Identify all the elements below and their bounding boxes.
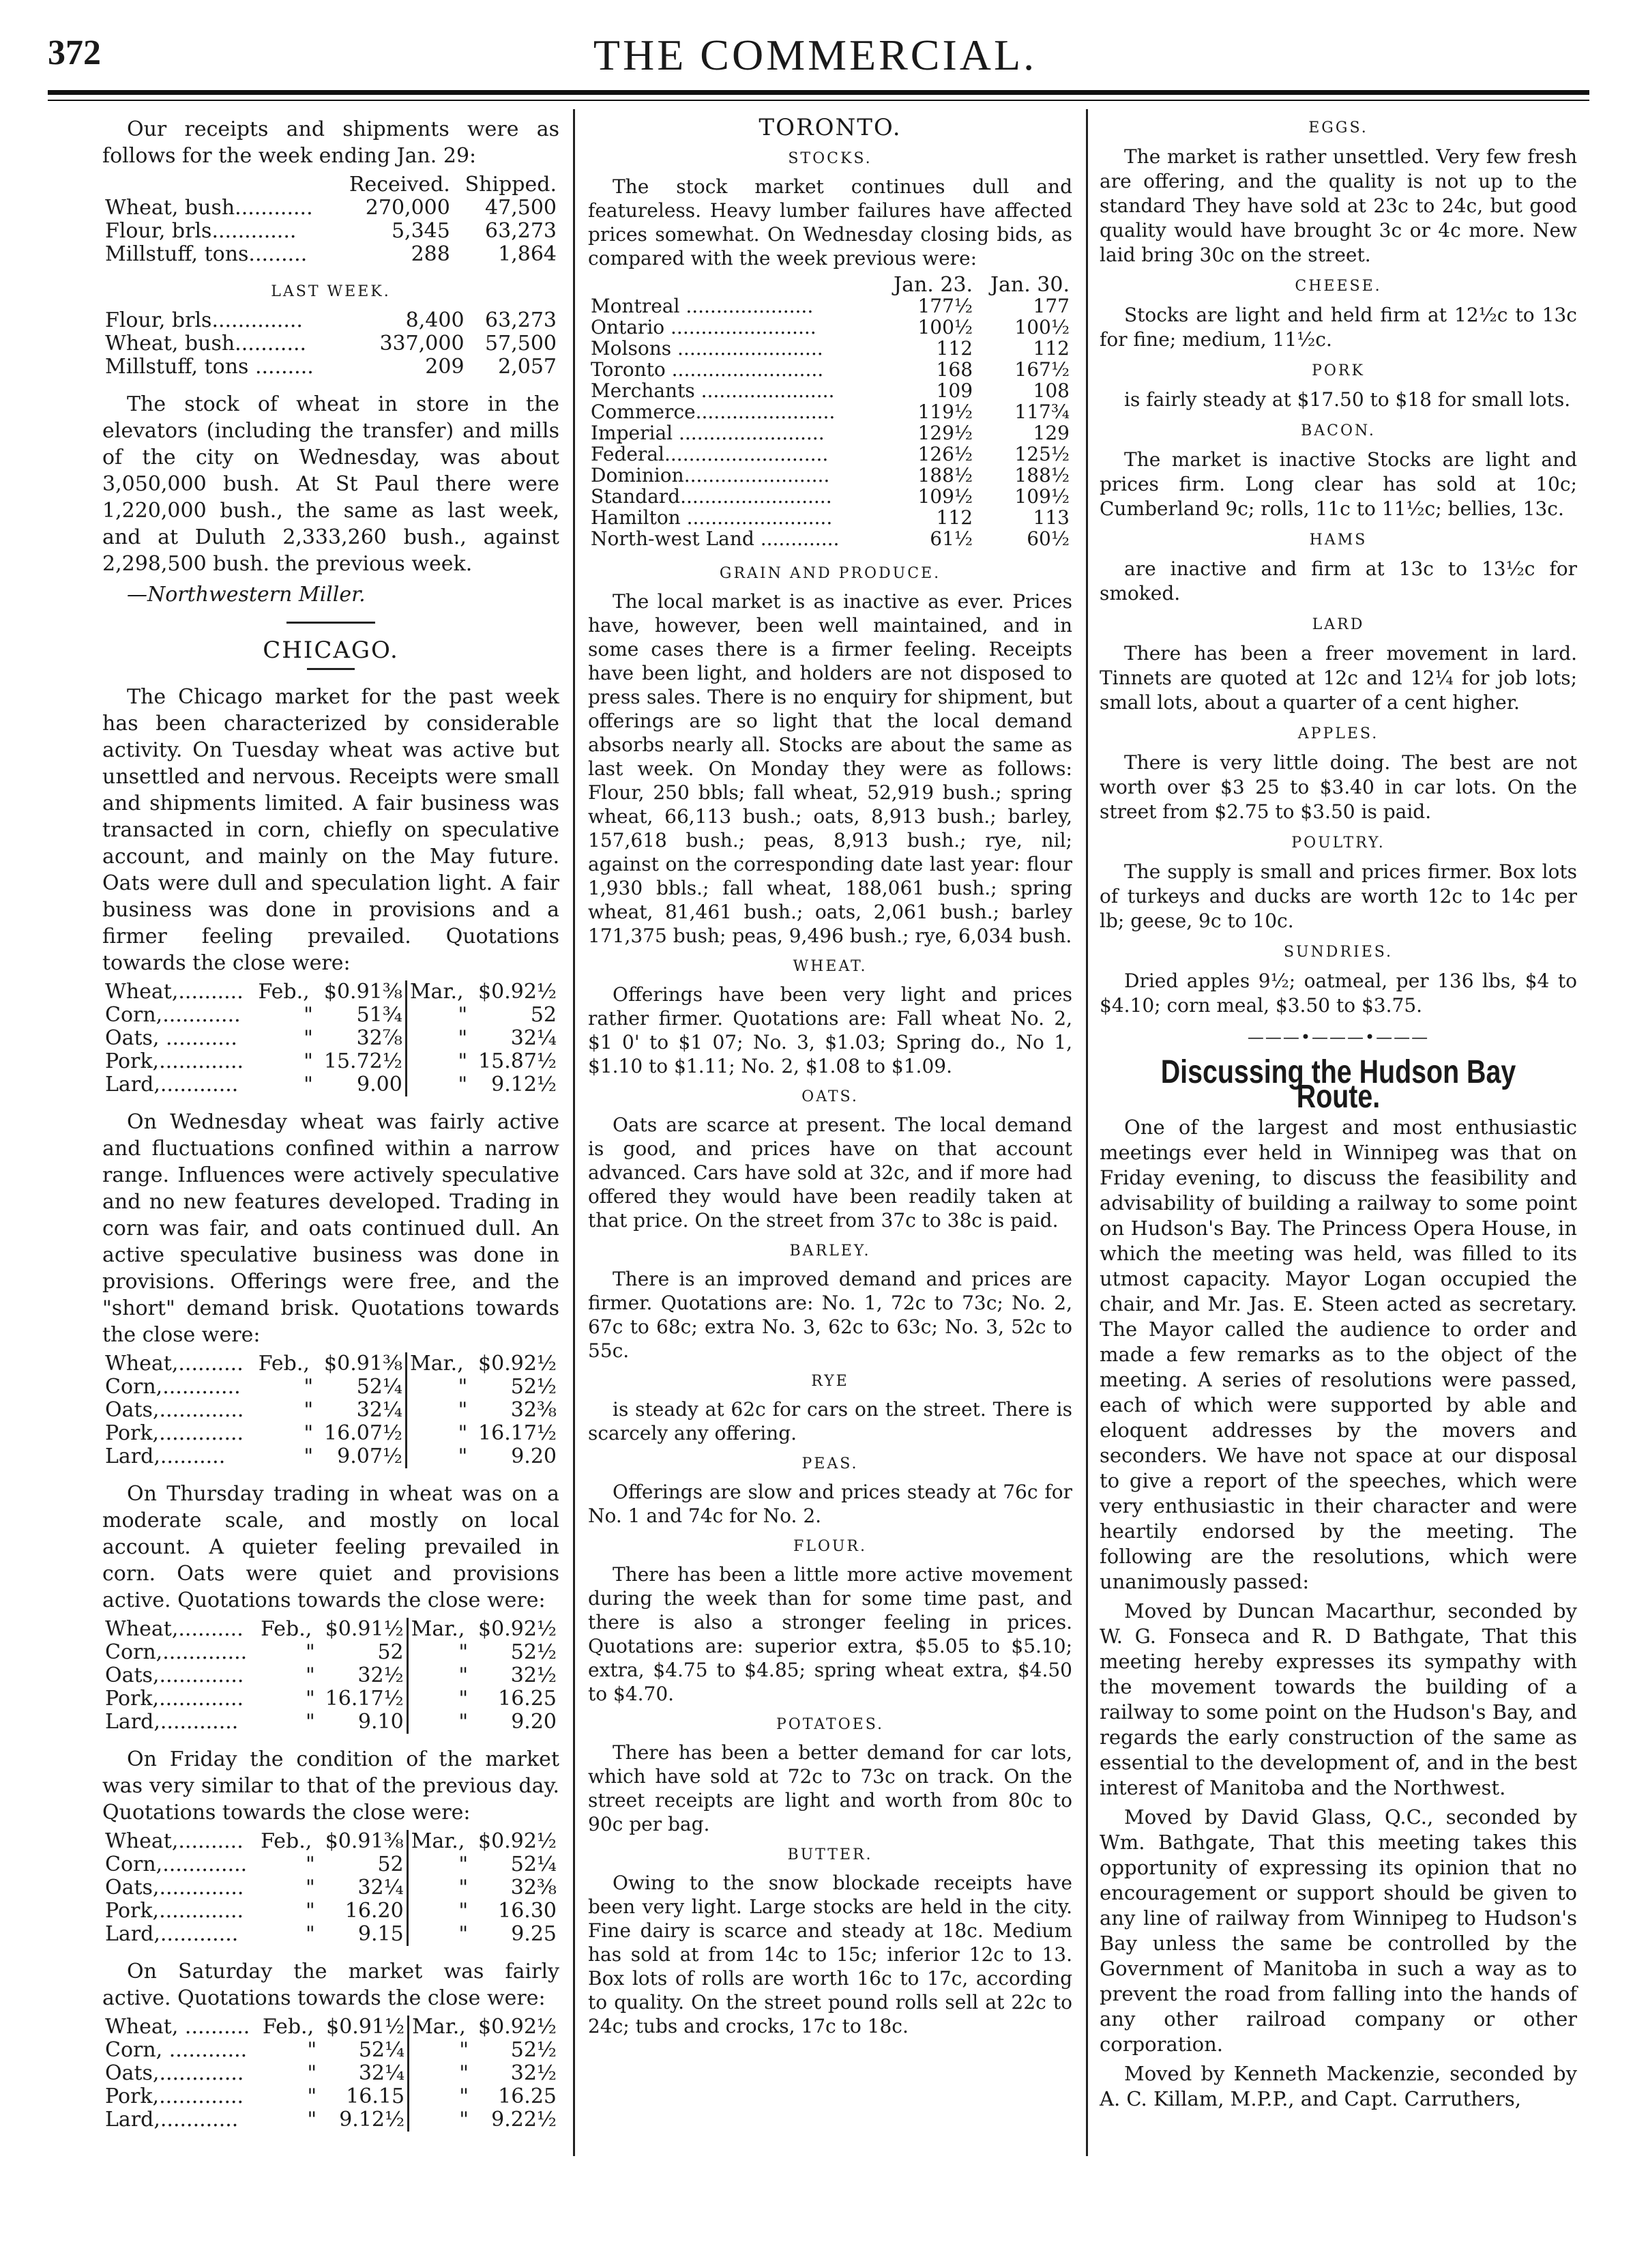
- column-divider-1: [573, 109, 575, 2156]
- poultry-paragraph: The supply is small and prices firmer. Box lots of turkeys and ducks are worth 12c to 14c per lb; geese, 9c to 10c.: [1100, 860, 1577, 932]
- table-row: Corn,............. " 52 " 52½: [105, 1640, 557, 1664]
- masthead: [41, 27, 1589, 96]
- table-row: Commerce....................... 119½ 117¾: [591, 401, 1070, 423]
- table-row: Hamilton ........................ 112 113: [591, 506, 1070, 529]
- ornament-divider: ———•———•———: [1247, 1028, 1430, 1047]
- barley-paragraph: There is an improved demand and prices are firmer. Quotations are: No. 1, 72c to 73c; No. 2, 67c to 68c; extra No. 3, 62c to 63c; No. 3, 52c to 55c.: [588, 1268, 1072, 1362]
- table-row: Toronto ......................... 168 167½: [591, 358, 1070, 381]
- table-row: Flour, brls.............. 8,400 63,273: [105, 308, 557, 332]
- rye-paragraph: is steady at 62c for cars on the street. There is scarcely any offering.: [588, 1398, 1072, 1444]
- table-row: Pork,............. " 16.20 " 16.30: [105, 1899, 557, 1923]
- table-row: Wheat, .......... Feb., $0.91½ Mar., $0.92½: [105, 2015, 557, 2039]
- table-row: Wheat,.......... Feb., $0.91⅜ Mar., $0.92½: [105, 1352, 557, 1376]
- receipts-table-header: [102, 173, 559, 197]
- peas-paragraph: Offerings are slow and prices steady at 76c for No. 1 and 74c for No. 2.: [588, 1481, 1072, 1527]
- chicago-friday-paragraph: On Friday the condition of the market was very similar to that of the previous day. Quotations towards the close were:: [102, 1747, 559, 1824]
- rye-heading: RYE: [811, 1373, 849, 1390]
- pork-paragraph: is fairly steady at $17.50 to $18 for small lots.: [1124, 388, 1571, 411]
- table-row: Pork,............. " 16.15 " 16.25: [105, 2084, 557, 2108]
- table-row: Standard......................... 109½ 109½: [591, 485, 1070, 508]
- table-row: Oats, ........... " 32⅞ " 32¼: [105, 1026, 557, 1050]
- col-head-shipped: Shipped.: [465, 173, 557, 197]
- pork-heading: PORK: [1312, 362, 1365, 379]
- butter-heading: BUTTER.: [787, 1846, 873, 1863]
- table-row: North-west Land ............. 61½ 60½: [591, 527, 1070, 550]
- stocks-paragraph: The stock market continues dull and featureless. Heavy lumber failures have affected prices somewhat. On Wednesday closing bids, as compared with the week previous were:: [588, 175, 1072, 270]
- column-1: [102, 116, 559, 2144]
- cheese-heading: CHEESE.: [1295, 278, 1382, 295]
- lard-heading: LARD: [1312, 616, 1365, 633]
- table-row: Wheat,.......... Feb., $0.91⅜ Mar., $0.92½: [105, 980, 557, 1004]
- table-row: Lard,............ " 9.12½ " 9.22½: [105, 2108, 557, 2132]
- barley-heading: BARLEY.: [789, 1242, 871, 1260]
- last-week-table: [102, 309, 559, 379]
- table-row: Lard,............ " 9.10 " 9.20: [105, 1710, 557, 1734]
- table-row: Wheat, bush............ 270,000 47,500: [105, 196, 557, 220]
- chicago-wednesday-paragraph: On Wednesday wheat was fairly active and fluctuations confined within a narrow range. Influences were actively speculative and no new features developed. Trading in corn was fair, and oats continued dull. An active speculative business was done in provisions. Offerings were free, and the "short" demand brisk. Quotations towards the close were:: [102, 1110, 559, 1347]
- table-row: Wheat,.......... Feb., $0.91⅜ Mar., $0.92½: [105, 1829, 557, 1853]
- table-row: Ontario ........................ 100½ 100½: [591, 316, 1070, 338]
- quotations-table-friday: [102, 1830, 559, 1946]
- quotations-table-wednesday: [102, 1352, 559, 1468]
- table-row: Lard,............ " 9.00 " 9.12½: [105, 1073, 557, 1096]
- table-row: Montreal ..................... 177½ 177: [591, 295, 1070, 317]
- col-head-received: Received.: [349, 173, 450, 197]
- chicago-saturday-paragraph: On Saturday the market was fairly active. Quotations towards the close were:: [102, 1960, 559, 2010]
- bacon-heading: BACON.: [1301, 422, 1376, 439]
- flour-paragraph: There has been a little more active movement during the week than for some time past, and there is also a stronger feeling in prices. Quotations are: superior extra, $5.05 to $5.10; extra, $4.75 to $4.85; spring wheat extra, $4.50 to $4.70.: [588, 1563, 1072, 1705]
- stocks-table-header: Jan. 23. Jan. 30.: [894, 273, 1070, 297]
- apples-paragraph: There is very little doing. The best are not worth over $3 25 to $3.40 in car lots. On the street from $2.75 to $3.50 is paid.: [1100, 751, 1577, 823]
- table-row: Merchants ...................... 109 108: [591, 379, 1070, 402]
- column-3: [1100, 116, 1577, 2116]
- apples-heading: APPLES.: [1297, 725, 1379, 742]
- table-row: Flour, brls............. 5,345 63,273: [105, 219, 557, 243]
- chicago-tuesday-paragraph: The Chicago market for the past week has been characterized by considerable activity. On Tuesday wheat was active but unsettled and nervous. Receipts were small and shipments limited. A fair business was transacted in corn, chiefly on speculative account, and mainly on the May future. Oats were dull and speculation light. A fair business was done in provisions and a firmer feeling prevailed. Quotations towards the close were:: [102, 685, 559, 975]
- table-row: Millstuff, tons ......... 209 2,057: [105, 355, 557, 379]
- table-row: Wheat, bush........... 337,000 57,500: [105, 332, 557, 355]
- poultry-heading: POULTRY.: [1291, 834, 1385, 852]
- eggs-paragraph: The market is rather unsettled. Very few fresh are offering, and the quality is not up to the standard They have sold at 23c to 24c, but good quality would have brought 3c or 4c more. New laid bring 30c on the street.: [1100, 145, 1577, 266]
- quotations-table-thursday: [102, 1618, 559, 1734]
- table-row: Federal........................... 126½ 125½: [591, 443, 1070, 465]
- sundries-paragraph: Dried apples 9½; oatmeal, per 136 lbs, $4 to $4.10; corn meal, $3.50 to $3.75.: [1100, 970, 1577, 1017]
- table-row: Oats,............. " 32¼ " 32⅜: [105, 1876, 557, 1900]
- header-rule-thick: [48, 90, 1589, 95]
- table-row: Corn, ............ " 52¼ " 52½: [105, 2038, 557, 2062]
- column-2: [588, 116, 1072, 2042]
- table-row: Lard,............ " 9.15 " 9.25: [105, 1922, 557, 1946]
- oats-paragraph: Oats are scarce at present. The local demand is good, and prices have on that account advanced. Cars have sold at 32c, and if more had offered they would have been readily taken at that price. On the street from 37c to 38c is paid.: [588, 1114, 1072, 1232]
- stocks-heading: STOCKS.: [788, 150, 872, 167]
- oats-heading: OATS.: [801, 1088, 859, 1105]
- hudson-bay-paragraph-3: Moved by David Glass, Q.C., seconded by Wm. Bathgate, That this meeting takes this opportunity of expressing its opinion that no encouragement or support should be given to any line of railway from Winnipeg to Hudson's Bay unless the same be controlled by the Government of Manitoba in such a way as to prevent the road from falling into the hands of any other railroad company or other corporation.: [1100, 1805, 1577, 2056]
- toronto-heading: TORONTO.: [759, 114, 902, 141]
- elevator-stock-paragraph: The stock of wheat in store in the elevators (including the transfer) and mills of the city on Wednesday, was about 3,050,000 bush. At St Paul there were 1,220,000 bush., the same as last week, and at Duluth 2,333,260 bush., against 2,298,500 bush. the previous week.: [102, 392, 559, 576]
- wheat-paragraph: Offerings have been very light and prices rather firmer. Quotations are: Fall wheat No. 2, $1 0' to $1 07; No. 3, $1.03; Spring do., No 1, $1.10 to $1.11; No. 2, $1.08 to $1.09.: [588, 983, 1072, 1077]
- table-row: Imperial ........................ 129½ 129: [591, 422, 1070, 444]
- lard-paragraph: There has been a freer movement in lard. Tinnets are quoted at 12c and 12¼ for job lots; small lots, about a quarter of a cent higher.: [1100, 642, 1577, 714]
- chicago-heading: CHICAGO.: [263, 637, 399, 664]
- table-row: Corn,............ " 51¾ " 52: [105, 1003, 557, 1027]
- hudson-bay-heading: Discussing the Hudson Bay Route.: [1160, 1054, 1516, 1115]
- potatoes-heading: POTATOES.: [776, 1716, 885, 1733]
- table-row: Dominion........................ 188½ 188½: [591, 464, 1070, 486]
- receipts-table: [102, 173, 559, 266]
- quotations-table-tuesday: [102, 980, 559, 1096]
- table-row: Wheat,.......... Feb., $0.91½ Mar., $0.92½: [105, 1617, 557, 1641]
- page-number: 372: [48, 33, 101, 72]
- table-row: Oats,............. " 32¼ " 32½: [105, 2061, 557, 2085]
- section-rule: [307, 668, 355, 670]
- cheese-paragraph: Stocks are light and held firm at 12½c to 13c for fine; medium, 11½c.: [1100, 304, 1577, 351]
- table-row: Oats,............. " 32½ " 32½: [105, 1663, 557, 1687]
- wheat-heading: WHEAT.: [793, 958, 868, 975]
- header-rule-thin: [48, 100, 1589, 101]
- sundries-heading: SUNDRIES.: [1283, 944, 1394, 961]
- table-row: Pork,............. " 16.07½ " 16.17½: [105, 1421, 557, 1445]
- hudson-bay-paragraph-2: Moved by Duncan Macarthur, seconded by W. G. Fonseca and R. D Bathgate, That this meeting hereby expresses its sympathy with the movement towards the building of a railway to some point on the Hudson's Bay, and regards the early construction of the same as essential to the development of, and in the best interest of Manitoba and the Northwest.: [1100, 1599, 1577, 1799]
- peas-heading: PEAS.: [801, 1455, 859, 1472]
- table-row: Millstuff, tons......... 288 1,864: [105, 242, 557, 266]
- receipts-intro: Our receipts and shipments were as follows for the week ending Jan. 29:: [102, 117, 559, 168]
- hudson-bay-paragraph-4: Moved by Kenneth Mackenzie, seconded by A. C. Killam, M.P.P., and Capt. Carruthers,: [1100, 2062, 1577, 2110]
- table-row: Lard,.......... " 9.07½ " 9.20: [105, 1444, 557, 1468]
- butter-paragraph: Owing to the snow blockade receipts have been very light. Large stocks are held in the city. Fine dairy is scarce and steady at 18c. Medium has sold at from 14c to 15c; inferior 12c to 13. Box lots of rolls are worth 16c to 17c, according to quality. On the street pound rolls sell at 22c to 24c; tubs and crocks, 17c to 18c.: [588, 1872, 1072, 2037]
- hams-heading: HAMS: [1309, 532, 1368, 549]
- bacon-paragraph: The market is inactive Stocks are light and prices firm. Long clear has sold at 10c; Cumberland 9c; rolls, 11c to 11½c; bellies, 13c.: [1100, 448, 1577, 520]
- last-week-heading: LAST WEEK.: [271, 283, 391, 300]
- flour-heading: FLOUR.: [793, 1538, 867, 1555]
- grain-produce-heading: GRAIN AND PRODUCE.: [719, 565, 941, 582]
- publication-title: THE COMMERCIAL.: [593, 31, 1038, 79]
- table-row: Corn,............. " 52 " 52¼: [105, 1852, 557, 1876]
- eggs-heading: EGGS.: [1308, 119, 1368, 136]
- hudson-bay-paragraph-1: One of the largest and most enthusiastic meetings ever held in Winnipeg was that on Friday evening, to discuss the feasibility and advisability of building a railway to some point on Hudson's Bay. The Princess Opera House, in which the meeting was held, was filled to its utmost capacity. Mayor Logan occupied the chair, and Mr. Jas. E. Steen acted as secretary. The Mayor called the audience to order and made a few remarks as to the object of the meeting. A series of resolutions were passed, each of which were supported by able and eloquent addresses by the movers and seconders. We have not space at our disposal to give a report of the speeches, which were very enthusiastic in their character and were heartily endorsed by the meeting. The following are the resolutions, which were unanimously passed:: [1100, 1116, 1577, 1593]
- table-row: Molsons ........................ 112 112: [591, 337, 1070, 360]
- chicago-thursday-paragraph: On Thursday trading in wheat was on a moderate scale, and mostly on local account. A quieter feeling prevailed in corn. Oats were quiet and provisions active. Quotations towards the close were:: [102, 1482, 559, 1612]
- stocks-table: [588, 274, 1072, 549]
- column-divider-2: [1086, 109, 1088, 2156]
- table-row: Corn,............ " 52¼ " 52½: [105, 1375, 557, 1399]
- table-row: Pork,............. " 16.17½ " 16.25: [105, 1687, 557, 1711]
- hams-paragraph: are inactive and firm at 13c to 13½c for smoked.: [1100, 557, 1577, 605]
- table-row: Oats,............. " 32¼ " 32⅜: [105, 1398, 557, 1422]
- table-row: Pork,............. " 15.72½ " 15.87½: [105, 1049, 557, 1073]
- potatoes-paragraph: There has been a better demand for car lots, which have sold at 72c to 73c on track. On the street receipts are light and worth from 80c to 90c per bag.: [588, 1741, 1072, 1835]
- section-rule: [286, 622, 375, 624]
- source-attribution: —Northwestern Miller.: [127, 583, 366, 607]
- grain-produce-paragraph: The local market is as inactive as ever. Prices have, however, been well maintained, and in some cases there is a firmer feeling. Receipts have been light, and holders are not disposed to press sales. There is no enquiry for shipment, but offerings are so light that the local demand absorbs nearly all. Stocks are about the same as last week. On Monday they were as follows: Flour, 250 bbls; fall wheat, 52,919 bush.; spring wheat, 66,113 bush.; oats, 8,913 bush.; barley, 157,618 bush.; peas, 8,913 bush.; rye, nil; against on the corresponding date last year: flour 1,930 bbls.; fall wheat, 188,061 bush.; spring wheat, 81,461 bush.; oats, 2,061 bush.; barley 171,375 bush; peas, 9,496 bush.; rye, 6,034 bush.: [588, 590, 1072, 947]
- quotations-table-saturday: [102, 2016, 559, 2132]
